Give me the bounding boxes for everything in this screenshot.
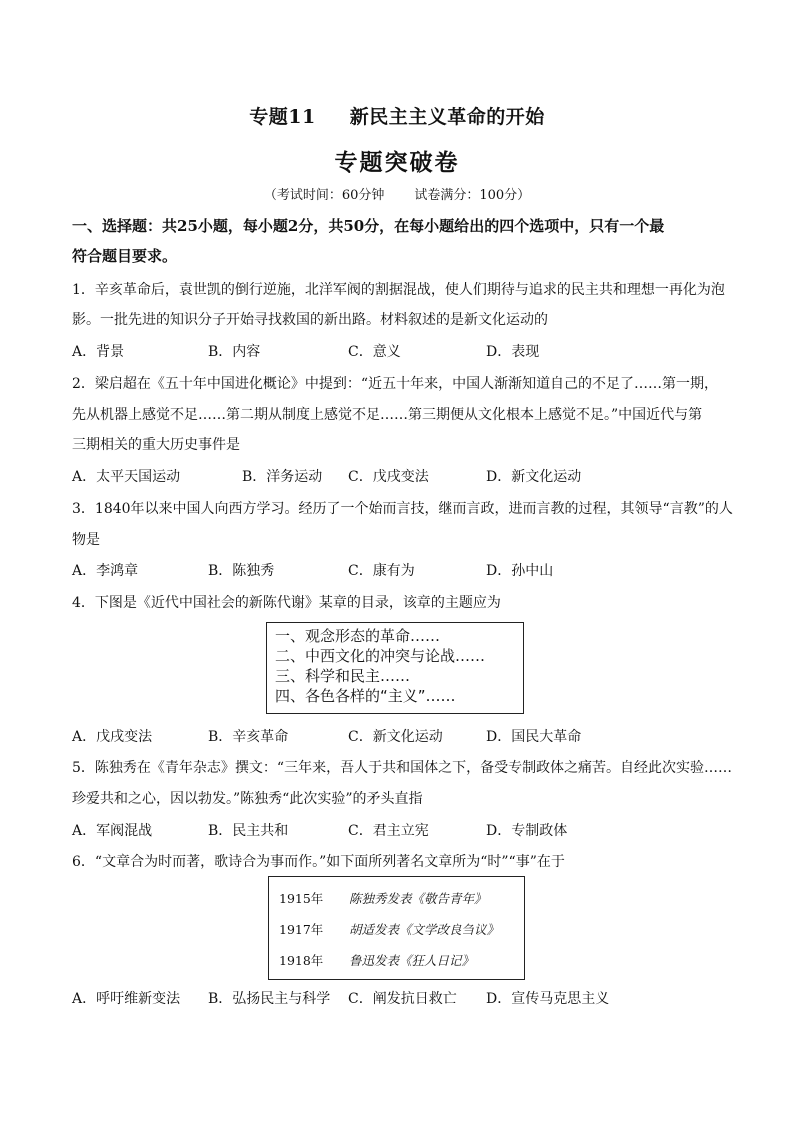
option-b[interactable]: B．民主共和 (208, 823, 289, 839)
option-a[interactable]: A．李鸿章 (72, 563, 139, 579)
topic-name: 新民主主义革命的开始 (349, 106, 545, 128)
row-event: 鲁迅发表《狂人日记》 (349, 953, 475, 968)
toc-item: 四、各色各样的“主义”…… (275, 687, 456, 705)
option-a[interactable]: A．呼吁维新变法 (72, 991, 181, 1007)
question-1-line-1: 1．辛亥革命后，袁世凯的倒行逆施，北洋军阀的割据混战，使人们期待与追求的民主共和理想一再化为泡 (72, 282, 725, 298)
option-a[interactable]: A．戊戌变法 (72, 729, 153, 745)
option-c[interactable]: C．戊戌变法 (348, 469, 429, 485)
question-5-options (72, 820, 732, 840)
toc-item: 三、科学和民主…… (275, 667, 411, 685)
option-b[interactable]: B．洋务运动 (242, 469, 323, 485)
question-1-options (72, 341, 732, 361)
option-b[interactable]: B．弘扬民主与科学 (208, 991, 331, 1007)
question-1-line-2: 影。一批先进的知识分子开始寻找救国的新出路。材料叙述的是新文化运动的 (72, 312, 548, 328)
question-2-line-2: 先从机器上感觉不足……第二期从制度上感觉不足……第三期便从文化根本上感觉不足。”中国近代与第 (72, 407, 703, 423)
row-year: 1915年 (279, 891, 324, 906)
topic-number: 专题11 (249, 106, 316, 128)
page-subtitle: 专题突破卷 (334, 149, 460, 176)
option-a[interactable]: A．太平天国运动 (72, 469, 181, 485)
exam-score: 试卷满分：100分） (414, 188, 531, 203)
question-3-line-1: 3．1840年以来中国人向西方学习。经历了一个始而言技，继而言政，进而言教的过程，其领导“言教”的人 (72, 501, 733, 517)
section-heading-line1: 一、选择题：共25小题，每小题2分，共50分，在每小题给出的四个选项中，只有一个最 (72, 217, 665, 235)
section-heading-line2: 符合题目要求。 (72, 247, 178, 265)
option-b[interactable]: B．陈独秀 (208, 563, 275, 579)
option-d[interactable]: D．新文化运动 (486, 469, 582, 485)
question-5-line-1: 5．陈独秀在《青年杂志》撰文：“三年来，吾人于共和国体之下，备受专制政体之痛苦。自经此次实验…… (72, 760, 733, 776)
row-year: 1917年 (279, 922, 324, 937)
question-6-options (72, 988, 732, 1008)
question-4-line-1: 4．下图是《近代中国社会的新陈代谢》某章的目录，该章的主题应为 (72, 595, 501, 611)
option-c[interactable]: C．康有为 (348, 563, 415, 579)
option-c[interactable]: C．意义 (348, 344, 401, 360)
question-6-line-1: 6．“文章合为时而著，歌诗合为事而作。”如下面所列著名文章所为“时”“事”在于 (72, 854, 565, 870)
row-event: 陈独秀发表《敬告青年》 (349, 891, 487, 906)
question-3-line-2: 物是 (72, 532, 100, 548)
row-year: 1918年 (279, 953, 324, 968)
option-d[interactable]: D．专制政体 (486, 823, 568, 839)
question-2-line-3: 三期相关的重大历史事件是 (72, 437, 240, 453)
option-c[interactable]: C．新文化运动 (348, 729, 443, 745)
exam-info (0, 184, 794, 203)
option-b[interactable]: B．内容 (208, 344, 261, 360)
question-2-line-1: 2．梁启超在《五十年中国进化概论》中提到：“近五十年来，中国人渐渐知道自己的不足了……第一期， (72, 376, 719, 392)
articles-table (268, 876, 525, 980)
exam-time: （考试时间：60分钟 (263, 188, 385, 203)
option-d[interactable]: D．宣传马克思主义 (486, 991, 610, 1007)
option-d[interactable]: D．孙中山 (486, 563, 554, 579)
option-b[interactable]: B．辛亥革命 (208, 729, 289, 745)
toc-item: 一、观念形态的革命…… (275, 627, 441, 645)
table-of-contents-box (266, 622, 524, 714)
option-a[interactable]: A．背景 (72, 344, 125, 360)
question-3-options (72, 560, 732, 580)
question-4-options (72, 726, 732, 746)
option-d[interactable]: D．表现 (486, 344, 540, 360)
option-d[interactable]: D．国民大革命 (486, 729, 582, 745)
option-c[interactable]: C．君主立宪 (348, 823, 429, 839)
option-c[interactable]: C．阐发抗日救亡 (348, 991, 457, 1007)
question-2-options (72, 466, 732, 486)
topic-title (0, 102, 794, 129)
row-event: 胡适发表《文学改良刍议》 (349, 922, 500, 937)
option-a[interactable]: A．军阀混战 (72, 823, 153, 839)
question-5-line-2: 珍爱共和之心，因以勃发。”陈独秀“此次实验”的矛头直指 (72, 791, 423, 807)
toc-item: 二、中西文化的冲突与论战…… (275, 647, 486, 665)
